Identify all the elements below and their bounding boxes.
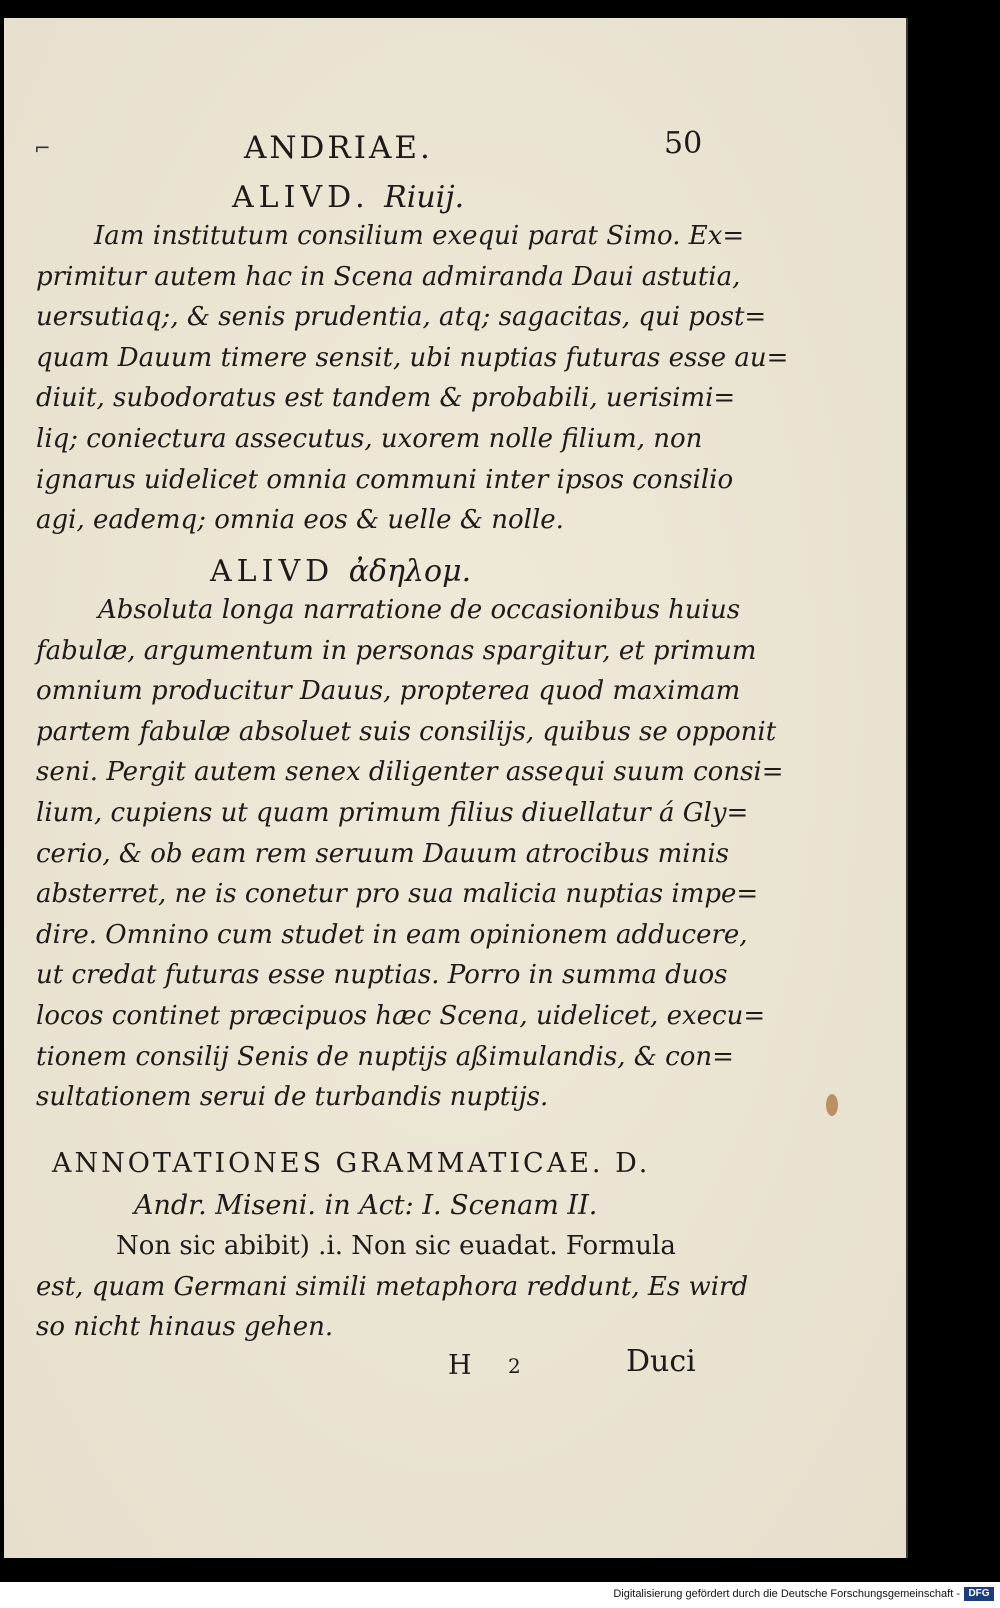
catchword: Duci [626,1344,696,1379]
para-2-line: lium, cupiens ut quam primum filius diuellatur á Gly= [36,797,749,828]
para-1-line: diuit, subodoratus est tandem & probabili, uerisimi= [36,383,736,414]
paper-stain [826,1094,838,1116]
annotations-paragraph [36,1226,749,1348]
annotation-line: est, quam Germani simili metaphora reddunt, Es wird [36,1271,749,1302]
annotations-subtitle: Andr. Miseni. in Act: I. Scenam II. [134,1190,598,1221]
para-2-line: Absoluta longa narratione de occasionibus huius [98,595,741,625]
dfg-logo-icon: DFG [964,1587,994,1601]
para-1-line: quam Dauum timere sensit, ubi nuptias futuras esse au= [36,342,789,373]
para-2-line: tionem consilij Senis de nuptijs aßimulandis, & con= [36,1041,734,1072]
paragraph-1 [36,216,789,541]
para-2-line: partem fabulæ absoluet suis consilijs, quibus se opponit [36,716,777,747]
para-2-line: locos continet præcipuos hæc Scena, uidelicet, execu= [36,1000,766,1031]
para-2-line: fabulæ, argumentum in personas spargitur, et primum [36,635,757,666]
annotation-line: so nicht hinaus gehen. [36,1312,334,1343]
para-1-line: liq; coniectura assecutus, uxorem nolle filium, non [36,423,703,454]
section-heading-2 [210,554,471,589]
signature-mark: H [448,1350,472,1381]
para-2-line: dire. Omnino cum studet in eam opinionem adducere, [36,919,748,950]
footer-bar [0,1582,1000,1608]
annotations-title: ANNOTATIONES GRAMMATICAE. D. [52,1148,651,1179]
margin-mark: ⌐ [34,136,51,160]
para-1-line: uersutiaq;, & senis prudentia, atq; sagacitas, qui post= [36,302,767,333]
para-2-line: cerio, & ob eam rem seruum Dauum atrocibus minis [36,838,729,869]
heading-1-main: ALIVD. [232,180,370,215]
para-2-line: sultationem serui de turbandis nuptijs. [36,1082,549,1113]
para-1-line: agi, eademq; omnia eos & uelle & nolle. [36,505,564,536]
para-2-line: seni. Pergit autem senex diligenter assequi suum consi= [36,757,784,788]
para-2-line: ut credat futuras esse nuptias. Porro in summa duos [36,960,728,991]
para-1-line: ignarus uidelicet omnia communi inter ipsos consilio [36,464,734,495]
para-2-line: absterret, ne is conetur pro sua malicia nuptias impe= [36,879,759,910]
funding-notice: Digitalisierung gefördert durch die Deutsche Forschungsgemeinschaft - [613,1588,960,1600]
para-1-line: primitur autem hac in Scena admiranda Daui astutia, [36,261,741,292]
section-heading-1 [232,180,464,215]
para-2-line: omnium producitur Dauus, propterea quod maximam [36,676,741,707]
heading-1-tail: Riuij. [384,180,465,215]
running-head: ANDRIAE. [244,130,433,166]
heading-2-tail: ἀδηλομ. [348,554,472,589]
annotation-line: Non sic abibit) .i. Non sic euadat. Formula [116,1231,676,1261]
signature-number: 2 [508,1354,521,1378]
para-1-line: Iam institutum consilium exequi parat Simo. Ex= [94,221,745,251]
book-page [4,18,908,1558]
paragraph-2 [36,590,784,1118]
heading-2-main: ALIVD [210,554,335,589]
page-number: 50 [664,126,703,161]
